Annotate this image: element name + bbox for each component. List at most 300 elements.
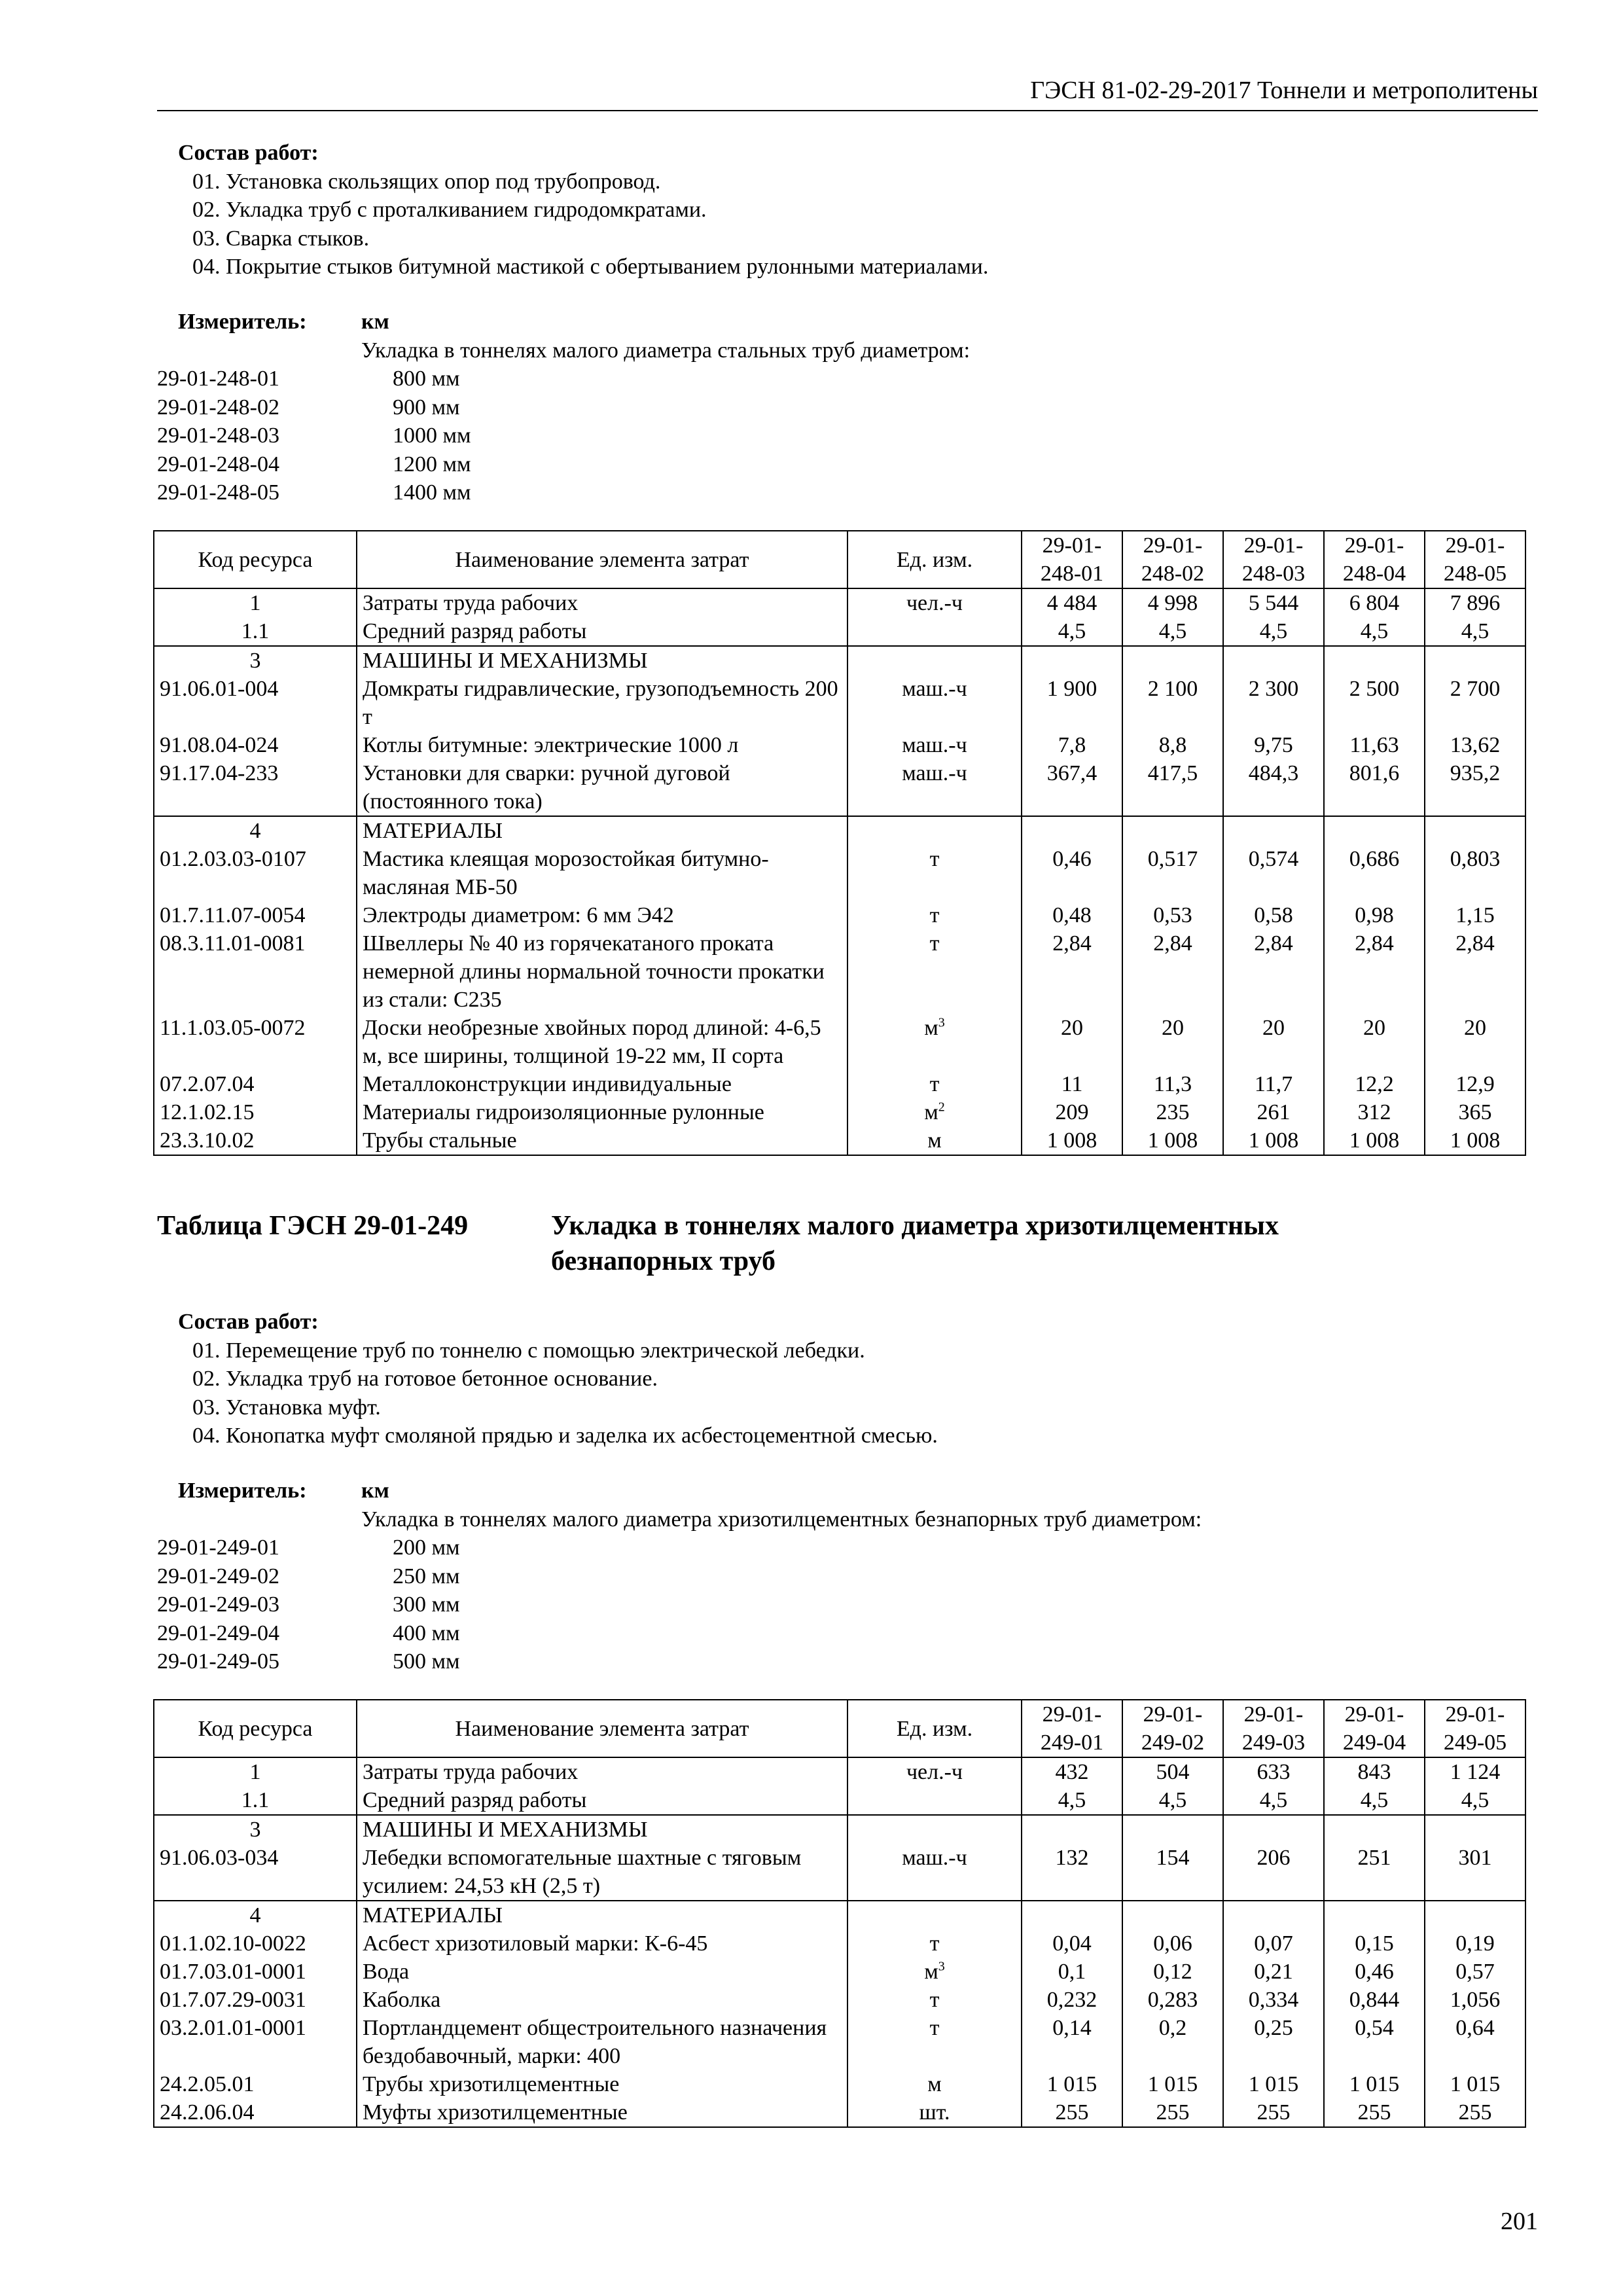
- table-title-line: Укладка в тоннелях малого диаметра хризотилцементных: [551, 1211, 1279, 1241]
- table-row: [154, 2098, 1525, 2127]
- cell-unit: [847, 1986, 1022, 2014]
- measure-item: [157, 1562, 1538, 1591]
- col-header-norm: 29-01-248-03: [1223, 531, 1324, 588]
- cell-unit-text: маш.-ч: [902, 761, 967, 785]
- cell-value: [1425, 1901, 1525, 1929]
- cell-unit: [847, 1126, 1022, 1155]
- cell-unit: [847, 1014, 1022, 1070]
- cell-unit: [847, 1070, 1022, 1098]
- cell-value: [1022, 1901, 1122, 1929]
- cell-name: Мастика клеящая морозостойкая битумно-масляная МБ-50: [357, 845, 847, 901]
- cell-value: 312: [1324, 1098, 1425, 1126]
- cell-value: 367,4: [1022, 759, 1122, 816]
- measure-unit: км: [361, 1479, 389, 1503]
- cell-unit: [847, 675, 1022, 731]
- cell-value: 1 124: [1425, 1757, 1525, 1786]
- table-label: Таблица ГЭСН 29-01-249: [157, 1211, 469, 1241]
- cell-unit-text: маш.-ч: [902, 733, 967, 757]
- cell-value: 0,15: [1324, 1929, 1425, 1958]
- cell-value: 20: [1324, 1014, 1425, 1070]
- work-composition-title: Состав работ:: [178, 1310, 319, 1334]
- measure-item-code: 29-01-249-01: [157, 1535, 279, 1560]
- cell-value: 4,5: [1223, 1786, 1324, 1815]
- cell-value: 1 900: [1022, 675, 1122, 731]
- cell-name: Средний разряд работы: [357, 1786, 847, 1815]
- cell-value: [1324, 646, 1425, 675]
- cell-value: 12,2: [1324, 1070, 1425, 1098]
- cell-code: 24.2.06.04: [154, 2098, 357, 2127]
- cell-unit: [847, 588, 1022, 617]
- cell-value: [1324, 816, 1425, 845]
- cell-code: 11.1.03.05-0072: [154, 1014, 357, 1070]
- cell-unit: [847, 646, 1022, 675]
- cell-value: [1022, 646, 1122, 675]
- cell-unit-text: т: [929, 847, 940, 871]
- table-row: [154, 1126, 1525, 1155]
- cell-code: 4: [154, 1901, 357, 1929]
- measure-block-1: [157, 308, 1538, 507]
- cell-unit-text: чел.-ч: [906, 591, 963, 615]
- work-item: 04. Покрытие стыков битумной мастикой с обертыванием рулонными материалами.: [192, 255, 989, 279]
- cell-value: 1 008: [1223, 1126, 1324, 1155]
- measure-item-code: 29-01-248-05: [157, 480, 279, 505]
- cell-value: 0,06: [1122, 1929, 1223, 1958]
- measure-item-value: 1200 мм: [393, 452, 471, 476]
- measure-item: [157, 393, 1538, 422]
- cell-unit-text: шт.: [919, 2100, 950, 2125]
- cell-value: [1324, 1815, 1425, 1844]
- cell-unit: [847, 1786, 1022, 1815]
- cell-unit: [847, 759, 1022, 816]
- cell-value: 9,75: [1223, 731, 1324, 759]
- measure-item: [157, 365, 1538, 393]
- cell-value: 4,5: [1223, 617, 1324, 646]
- cell-value: [1223, 646, 1324, 675]
- cell-value: [1223, 816, 1324, 845]
- cell-value: 255: [1122, 2098, 1223, 2127]
- cell-value: [1425, 1815, 1525, 1844]
- measure-item-value: 300 мм: [393, 1592, 460, 1617]
- cell-value: 0,54: [1324, 2014, 1425, 2070]
- cell-name: Затраты труда рабочих: [357, 1757, 847, 1786]
- cell-unit-text: т: [929, 1931, 940, 1956]
- work-item: 02. Укладка труб с проталкиванием гидродомкратами.: [192, 198, 707, 222]
- cell-value: 1,15: [1425, 901, 1525, 929]
- cell-value: 154: [1122, 1844, 1223, 1901]
- cell-code: 01.1.02.10-0022: [154, 1929, 357, 1958]
- table-row: [154, 617, 1525, 646]
- cell-value: [1122, 1815, 1223, 1844]
- measure-item-value: 500 мм: [393, 1649, 460, 1674]
- cell-value: [1122, 1901, 1223, 1929]
- measure-item-code: 29-01-248-01: [157, 367, 279, 391]
- cell-code: 1: [154, 588, 357, 617]
- cell-code: 1: [154, 1757, 357, 1786]
- cell-value: 0,334: [1223, 1986, 1324, 2014]
- col-header-name: Наименование элемента затрат: [357, 1700, 847, 1757]
- cell-value: 132: [1022, 1844, 1122, 1901]
- cell-value: 255: [1223, 2098, 1324, 2127]
- cell-value: 1 015: [1022, 2070, 1122, 2098]
- table-row: [154, 1929, 1525, 1958]
- cell-value: 365: [1425, 1098, 1525, 1126]
- cell-value: 0,12: [1122, 1958, 1223, 1986]
- cell-name: Портландцемент общестроительного назначения бездобавочный, марки: 400: [357, 2014, 847, 2070]
- table-row: [154, 816, 1525, 845]
- table-row: [154, 1958, 1525, 1986]
- cell-unit: [847, 845, 1022, 901]
- cell-value: 1 008: [1324, 1126, 1425, 1155]
- measure-subtitle: Укладка в тоннелях малого диаметра хризотилцементных безнапорных труб диаметром:: [361, 1507, 1202, 1532]
- cell-name: Металлоконструкции индивидуальные: [357, 1070, 847, 1098]
- measure-item-code: 29-01-249-04: [157, 1621, 279, 1645]
- col-header-norm: 29-01-249-04: [1324, 1700, 1425, 1757]
- cell-name: Трубы хризотилцементные: [357, 2070, 847, 2098]
- col-header-norm: 29-01-249-01: [1022, 1700, 1122, 1757]
- col-header-code: Код ресурса: [154, 531, 357, 588]
- cell-value: 2,84: [1223, 929, 1324, 1014]
- measure-label: Измеритель:: [178, 1479, 307, 1503]
- cell-value: 2 500: [1324, 675, 1425, 731]
- cell-value: 20: [1022, 1014, 1122, 1070]
- measure-item: [157, 1647, 1538, 1676]
- col-header-norm: 29-01-248-05: [1425, 531, 1525, 588]
- measure-item-code: 29-01-249-02: [157, 1564, 279, 1588]
- col-header-norm: 29-01-249-02: [1122, 1700, 1223, 1757]
- cell-value: 2 300: [1223, 675, 1324, 731]
- cell-value: 0,686: [1324, 845, 1425, 901]
- measure-item: [157, 1590, 1538, 1619]
- cell-value: 4,5: [1022, 1786, 1122, 1815]
- work-item: 01. Перемещение труб по тоннелю с помощью электрической лебедки.: [192, 1338, 865, 1363]
- cell-value: 2,84: [1425, 929, 1525, 1014]
- cell-value: [1122, 646, 1223, 675]
- cell-value: [1425, 646, 1525, 675]
- table-row: [154, 901, 1525, 929]
- cell-code: 24.2.05.01: [154, 2070, 357, 2098]
- cell-unit: [847, 1901, 1022, 1929]
- cell-value: 0,57: [1425, 1958, 1525, 1986]
- table-row: [154, 731, 1525, 759]
- table-row: [154, 1815, 1525, 1844]
- cell-unit: [847, 816, 1022, 845]
- cell-unit: [847, 617, 1022, 646]
- cell-unit: [847, 2070, 1022, 2098]
- cell-name: Муфты хризотилцементные: [357, 2098, 847, 2127]
- col-header-unit: Ед. изм.: [847, 1700, 1022, 1757]
- cell-value: 11,3: [1122, 1070, 1223, 1098]
- cell-name: Лебедки вспомогательные шахтные с тяговым усилием: 24,53 кН (2,5 т): [357, 1844, 847, 1901]
- cell-unit-text: м: [924, 1016, 938, 1040]
- cell-value: 1 008: [1022, 1126, 1122, 1155]
- cell-unit: [847, 1757, 1022, 1786]
- cell-value: 0,58: [1223, 901, 1324, 929]
- cell-value: 504: [1122, 1757, 1223, 1786]
- cell-value: [1425, 816, 1525, 845]
- running-header-title: ГЭСН 81-02-29-2017 Тоннели и метрополитены: [1030, 77, 1538, 104]
- measure-block-2: [157, 1477, 1538, 1676]
- cell-code: 01.7.03.01-0001: [154, 1958, 357, 1986]
- cell-value: [1122, 816, 1223, 845]
- cell-unit: [847, 929, 1022, 1014]
- work-item: 03. Установка муфт.: [192, 1395, 381, 1420]
- table-row: [154, 1986, 1525, 2014]
- cell-unit-text: м: [924, 1960, 938, 1984]
- table-title: [551, 1208, 1279, 1279]
- measure-item: [157, 422, 1538, 450]
- cell-value: 5 544: [1223, 588, 1324, 617]
- table-row: [154, 588, 1525, 617]
- cell-value: 1 015: [1324, 2070, 1425, 2098]
- cell-value: 0,1: [1022, 1958, 1122, 1986]
- cell-value: 432: [1022, 1757, 1122, 1786]
- cell-code: 91.08.04-024: [154, 731, 357, 759]
- cell-value: 251: [1324, 1844, 1425, 1901]
- cell-value: 1 015: [1223, 2070, 1324, 2098]
- cell-code: 1.1: [154, 1786, 357, 1815]
- cell-value: 0,46: [1324, 1958, 1425, 1986]
- cell-unit-text: маш.-ч: [902, 1846, 967, 1870]
- cell-value: 417,5: [1122, 759, 1223, 816]
- cell-name: Швеллеры № 40 из горячекатаного проката немерной длины нормальной точности прокатки из стали: С235: [357, 929, 847, 1014]
- cell-value: 1 015: [1122, 2070, 1223, 2098]
- cell-value: 1 008: [1122, 1126, 1223, 1155]
- cell-value: 11,63: [1324, 731, 1425, 759]
- cell-value: 4,5: [1022, 617, 1122, 646]
- measure-item-value: 1000 мм: [393, 423, 471, 448]
- cell-name: Котлы битумные: электрические 1000 л: [357, 731, 847, 759]
- work-item: 03. Сварка стыков.: [192, 226, 370, 251]
- cell-unit: [847, 2014, 1022, 2070]
- cell-unit-text: маш.-ч: [902, 677, 967, 701]
- cell-name: Вода: [357, 1958, 847, 1986]
- measure-item-value: 900 мм: [393, 395, 460, 420]
- cell-value: 843: [1324, 1757, 1425, 1786]
- col-header-unit: Ед. изм.: [847, 531, 1022, 588]
- cell-value: 0,64: [1425, 2014, 1525, 2070]
- cell-value: 209: [1022, 1098, 1122, 1126]
- cell-value: 20: [1122, 1014, 1223, 1070]
- cell-code: 3: [154, 1815, 357, 1844]
- cell-value: [1022, 816, 1122, 845]
- cell-value: 0,283: [1122, 1986, 1223, 2014]
- table-row: [154, 675, 1525, 731]
- table-row: [154, 1757, 1525, 1786]
- cell-code: 12.1.02.15: [154, 1098, 357, 1126]
- cell-value: 0,53: [1122, 901, 1223, 929]
- table-row: [154, 845, 1525, 901]
- work-composition-2: [157, 1308, 1538, 1450]
- cell-value: 0,98: [1324, 901, 1425, 929]
- work-item: 02. Укладка труб на готовое бетонное основание.: [192, 1367, 658, 1391]
- cell-unit-text: м: [927, 2072, 942, 2096]
- measure-item-value: 250 мм: [393, 1564, 460, 1588]
- work-composition-title: Состав работ:: [178, 141, 319, 165]
- cell-unit-text: чел.-ч: [906, 1760, 963, 1784]
- cell-value: 4,5: [1425, 1786, 1525, 1815]
- cell-value: 0,14: [1022, 2014, 1122, 2070]
- cell-value: 7,8: [1022, 731, 1122, 759]
- work-composition-1: [157, 139, 1538, 281]
- cell-code: 08.3.11.01-0081: [154, 929, 357, 1014]
- cell-value: 4,5: [1324, 1786, 1425, 1815]
- cell-unit-exponent: 3: [938, 1015, 945, 1030]
- cell-value: 0,517: [1122, 845, 1223, 901]
- cell-value: 2 100: [1122, 675, 1223, 731]
- cell-value: 2,84: [1122, 929, 1223, 1014]
- cell-value: 1 008: [1425, 1126, 1525, 1155]
- table-row: [154, 1844, 1525, 1901]
- cell-code: 4: [154, 816, 357, 845]
- cell-value: 1,056: [1425, 1986, 1525, 2014]
- cell-value: [1223, 1815, 1324, 1844]
- table-row: [154, 1901, 1525, 1929]
- cell-name: Средний разряд работы: [357, 617, 847, 646]
- cell-value: 261: [1223, 1098, 1324, 1126]
- cell-value: 0,48: [1022, 901, 1122, 929]
- cell-value: 0,2: [1122, 2014, 1223, 2070]
- cell-value: 0,07: [1223, 1929, 1324, 1958]
- cell-code: 01.7.07.29-0031: [154, 1986, 357, 2014]
- cell-name: МАТЕРИАЛЫ: [357, 816, 847, 845]
- cell-value: 255: [1324, 2098, 1425, 2127]
- cell-name: Каболка: [357, 1986, 847, 2014]
- cell-value: 0,04: [1022, 1929, 1122, 1958]
- cell-name: Установки для сварки: ручной дуговой (постоянного тока): [357, 759, 847, 816]
- table-row: [154, 929, 1525, 1014]
- work-item: 04. Конопатка муфт смоляной прядью и заделка их асбестоцементной смесью.: [192, 1424, 938, 1448]
- cell-code: 91.17.04-233: [154, 759, 357, 816]
- measure-item-code: 29-01-249-03: [157, 1592, 279, 1617]
- cell-unit-text: м: [927, 1128, 942, 1153]
- measure-item: [157, 1534, 1538, 1562]
- measure-item-value: 400 мм: [393, 1621, 460, 1645]
- cell-value: 7 896: [1425, 588, 1525, 617]
- cell-code: 23.3.10.02: [154, 1126, 357, 1155]
- cell-code: 03.2.01.01-0001: [154, 2014, 357, 2070]
- cell-value: 935,2: [1425, 759, 1525, 816]
- cell-code: 01.2.03.03-0107: [154, 845, 357, 901]
- cell-value: 2,84: [1022, 929, 1122, 1014]
- cell-value: 206: [1223, 1844, 1324, 1901]
- cell-value: 0,46: [1022, 845, 1122, 901]
- cell-value: 0,844: [1324, 1986, 1425, 2014]
- cell-value: 4 484: [1022, 588, 1122, 617]
- cell-unit: [847, 1815, 1022, 1844]
- cell-value: [1223, 1901, 1324, 1929]
- col-header-norm: 29-01-249-05: [1425, 1700, 1525, 1757]
- cell-unit-text: м: [924, 1100, 938, 1124]
- cell-name: Материалы гидроизоляционные рулонные: [357, 1098, 847, 1126]
- cell-name: Электроды диаметром: 6 мм Э42: [357, 901, 847, 929]
- table-row: [154, 1098, 1525, 1126]
- cell-unit-text: т: [929, 1988, 940, 2012]
- cell-value: 4 998: [1122, 588, 1223, 617]
- cell-value: 0,21: [1223, 1958, 1324, 1986]
- cell-name: Доски необрезные хвойных пород длиной: 4-6,5 м, все ширины, толщиной 19-22 мм, II сорта: [357, 1014, 847, 1070]
- measure-item: [157, 478, 1538, 507]
- cell-unit: [847, 1098, 1022, 1126]
- measure-item-value: 800 мм: [393, 367, 460, 391]
- cell-value: 4,5: [1122, 1786, 1223, 1815]
- cell-code: 01.7.11.07-0054: [154, 901, 357, 929]
- cell-code: 91.06.03-034: [154, 1844, 357, 1901]
- cell-value: 0,803: [1425, 845, 1525, 901]
- cell-value: 255: [1022, 2098, 1122, 2127]
- col-header-norm: 29-01-248-02: [1122, 531, 1223, 588]
- cell-value: 255: [1425, 2098, 1525, 2127]
- cell-value: 4,5: [1324, 617, 1425, 646]
- cell-unit-exponent: 2: [938, 1100, 945, 1115]
- cell-name: Затраты труда рабочих: [357, 588, 847, 617]
- measure-item: [157, 450, 1538, 479]
- measure-item-value: 1400 мм: [393, 480, 471, 505]
- measure-label: Измеритель:: [178, 310, 307, 334]
- measure-subtitle: Укладка в тоннелях малого диаметра стальных труб диаметром:: [361, 338, 971, 363]
- col-header-norm: 29-01-248-04: [1324, 531, 1425, 588]
- cell-unit-text: т: [929, 2016, 940, 2040]
- cell-value: 4,5: [1122, 617, 1223, 646]
- cell-value: 2 700: [1425, 675, 1525, 731]
- cell-name: МАШИНЫ И МЕХАНИЗМЫ: [357, 646, 847, 675]
- cell-code: 1.1: [154, 617, 357, 646]
- col-header-name: Наименование элемента затрат: [357, 531, 847, 588]
- cell-code: 07.2.07.04: [154, 1070, 357, 1098]
- cell-value: 20: [1425, 1014, 1525, 1070]
- page-number: 201: [1501, 2208, 1538, 2235]
- cell-value: 235: [1122, 1098, 1223, 1126]
- table-title-line: безнапорных труб: [551, 1246, 776, 1276]
- cell-value: 0,232: [1022, 1986, 1122, 2014]
- cell-value: 6 804: [1324, 588, 1425, 617]
- work-item: 01. Установка скользящих опор под трубопровод.: [192, 169, 661, 194]
- cell-value: 0,25: [1223, 2014, 1324, 2070]
- resource-table-248: [153, 530, 1526, 1156]
- running-header: [157, 73, 1538, 111]
- table-row: [154, 1014, 1525, 1070]
- cell-name: МАШИНЫ И МЕХАНИЗМЫ: [357, 1815, 847, 1844]
- table-row: [154, 646, 1525, 675]
- cell-value: 8,8: [1122, 731, 1223, 759]
- resource-table-249: [153, 1699, 1526, 2128]
- table-row: [154, 2070, 1525, 2098]
- measure-item-code: 29-01-248-04: [157, 452, 279, 476]
- col-header-code: Код ресурса: [154, 1700, 357, 1757]
- cell-unit-text: т: [929, 903, 940, 927]
- measure-item-code: 29-01-248-03: [157, 423, 279, 448]
- cell-value: 2,84: [1324, 929, 1425, 1014]
- table-row: [154, 2014, 1525, 2070]
- cell-unit-text: т: [929, 1072, 940, 1096]
- cell-unit-exponent: 3: [938, 1959, 945, 1974]
- cell-name: Трубы стальные: [357, 1126, 847, 1155]
- cell-value: 301: [1425, 1844, 1525, 1901]
- cell-value: 13,62: [1425, 731, 1525, 759]
- table-row: [154, 1070, 1525, 1098]
- cell-unit: [847, 1844, 1022, 1901]
- cell-code: 91.06.01-004: [154, 675, 357, 731]
- col-header-norm: 29-01-249-03: [1223, 1700, 1324, 1757]
- cell-value: 0,19: [1425, 1929, 1525, 1958]
- cell-value: 11,7: [1223, 1070, 1324, 1098]
- cell-unit-text: т: [929, 931, 940, 956]
- measure-item-code: 29-01-248-02: [157, 395, 279, 420]
- cell-unit: [847, 731, 1022, 759]
- table-row: [154, 1786, 1525, 1815]
- cell-value: 11: [1022, 1070, 1122, 1098]
- cell-value: 20: [1223, 1014, 1324, 1070]
- cell-unit: [847, 1958, 1022, 1986]
